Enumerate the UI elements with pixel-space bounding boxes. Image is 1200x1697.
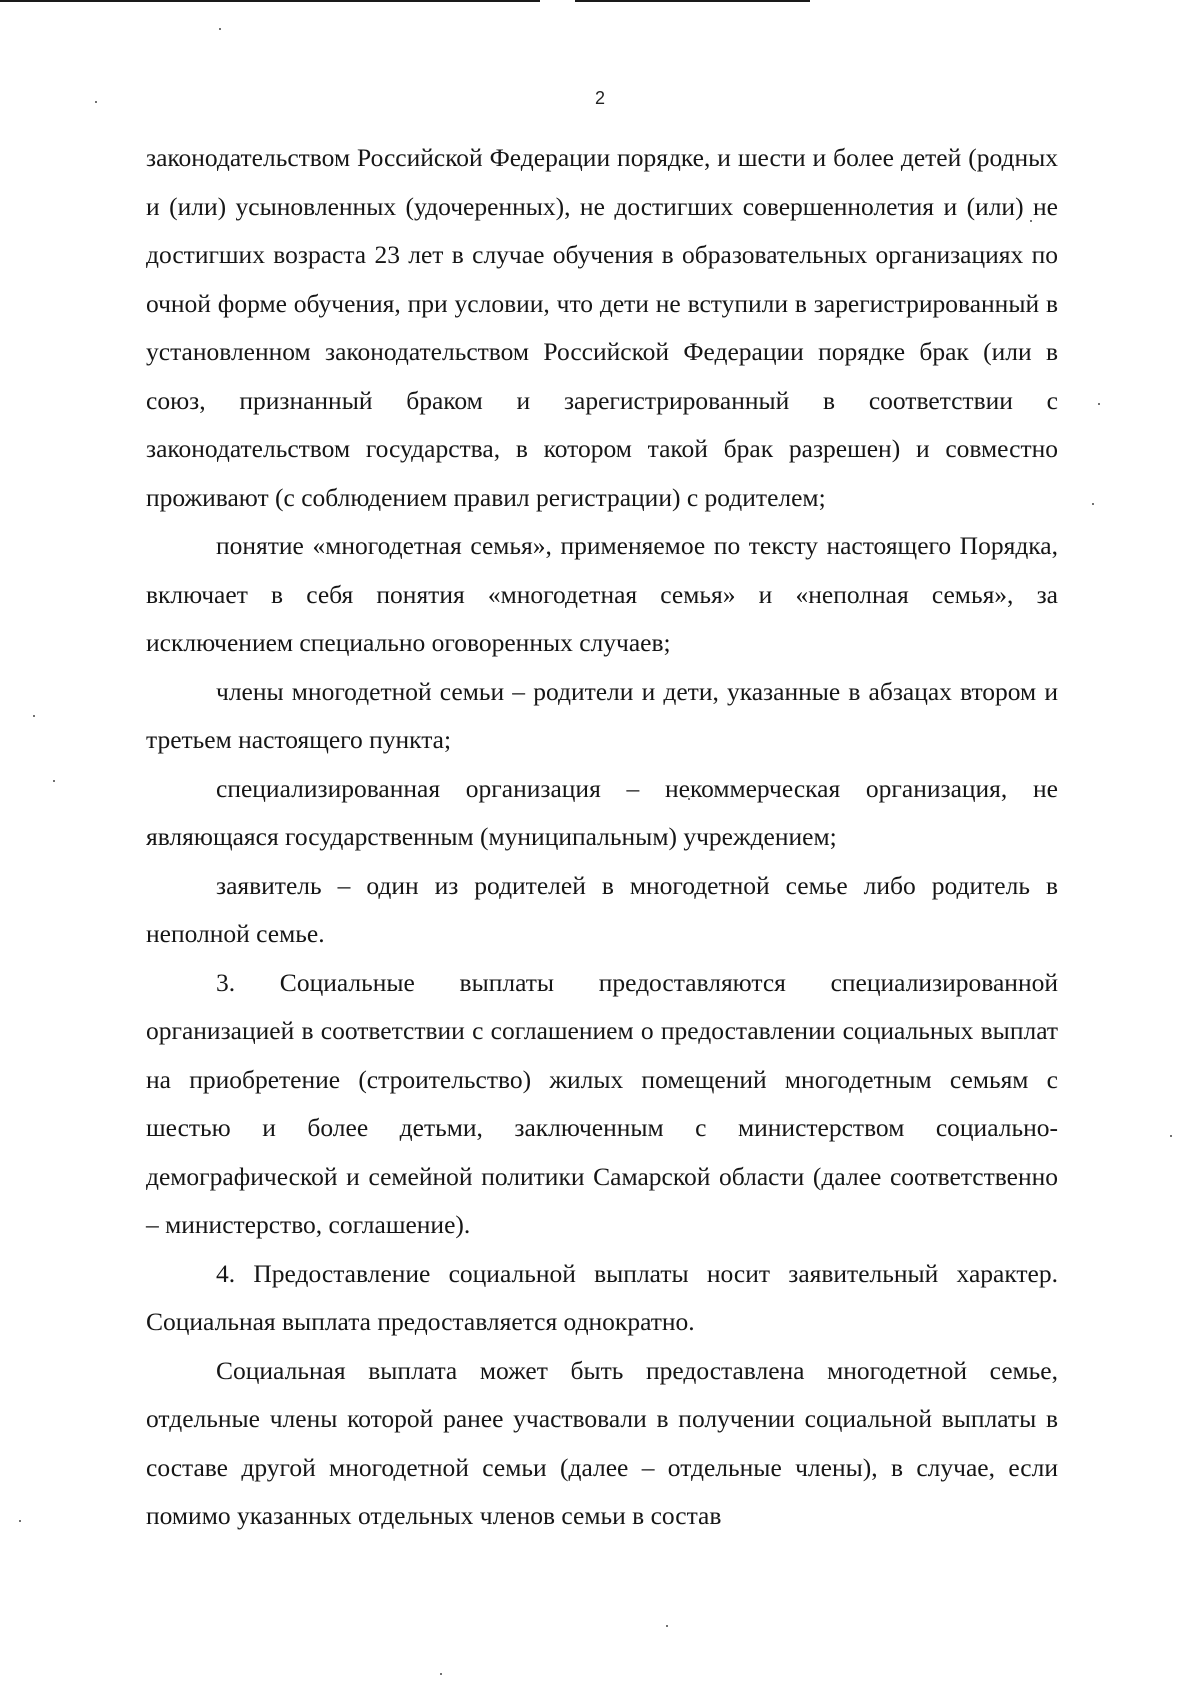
scan-speck — [666, 1625, 668, 1627]
scan-edge-line — [0, 0, 540, 2]
scan-speck — [219, 28, 221, 30]
scan-speck — [33, 715, 35, 717]
paragraph-definition-large-family: понятие «многодетная семья», применяемое по тексту настоящего Порядка, включает в себя понятия «многодетная семья» и «неполная семья», за исключением специально оговоренных случаев; — [146, 531, 1058, 657]
scan-edge-line — [575, 0, 810, 2]
paragraph-clause-4: 4. Предоставление социальной выплаты носит заявительный характер. Социальная выплата предоставляется однократно. — [146, 1258, 1058, 1336]
scan-speck — [1098, 403, 1100, 405]
paragraph-definition-specialized-organization: специализированная организация – некоммерческая организация, не являющаяся государственным (муниципальным) учреждением; — [146, 773, 1058, 851]
scan-speck — [1170, 1135, 1172, 1137]
paragraph-clause-4-continued: Социальная выплата может быть предоставлена многодетной семье, отдельные члены которой ранее участвовали в получении социальной выплаты в составе другой многодетной семьи (далее – отдельные члены), в случае, если помимо указанных отдельных членов семьи в состав — [146, 1355, 1058, 1530]
paragraph-clause-3: 3. Социальные выплаты предоставляются специализированной организацией в соответствии с соглашением о предоставлении социальных выплат на приобретение (строительство) жилых помещений многодетным семьям с шестью и более детьми, заключенным с министерством социально-демографической и семейной политики Самарской области (далее соответственно – министерство, соглашение). — [146, 967, 1058, 1239]
scan-speck — [1092, 503, 1094, 505]
document-body — [146, 134, 1058, 1541]
paragraph-definition-applicant: заявитель – один из родителей в многодетной семье либо родитель в неполной семье. — [146, 870, 1058, 948]
paragraph-definition-family-members: члены многодетной семьи – родители и дети, указанные в абзацах втором и третьем настоящего пункта; — [146, 676, 1058, 754]
page-number: 2 — [594, 88, 605, 108]
scan-speck — [440, 1673, 442, 1675]
scan-speck — [53, 780, 55, 782]
scan-speck — [19, 1520, 21, 1522]
paragraph-definition-continued: законодательством Российской Федерации порядке, и шести и более детей (родных и (или) усыновленных (удочеренных), не достигших совершеннолетия и (или) не достигших возраста 23 лет в случае обучения в образовательных организациях по очной форме обучения, при условии, что дети не вступили в зарегистрированный в установленном законодательством Российской Федерации порядке брак (или в союз, признанный браком и зарегистрированный в соответствии с законодательством государства, в котором такой брак разрешен) и совместно проживают (с соблюдением правил регистрации) с родителем; — [146, 143, 1058, 512]
